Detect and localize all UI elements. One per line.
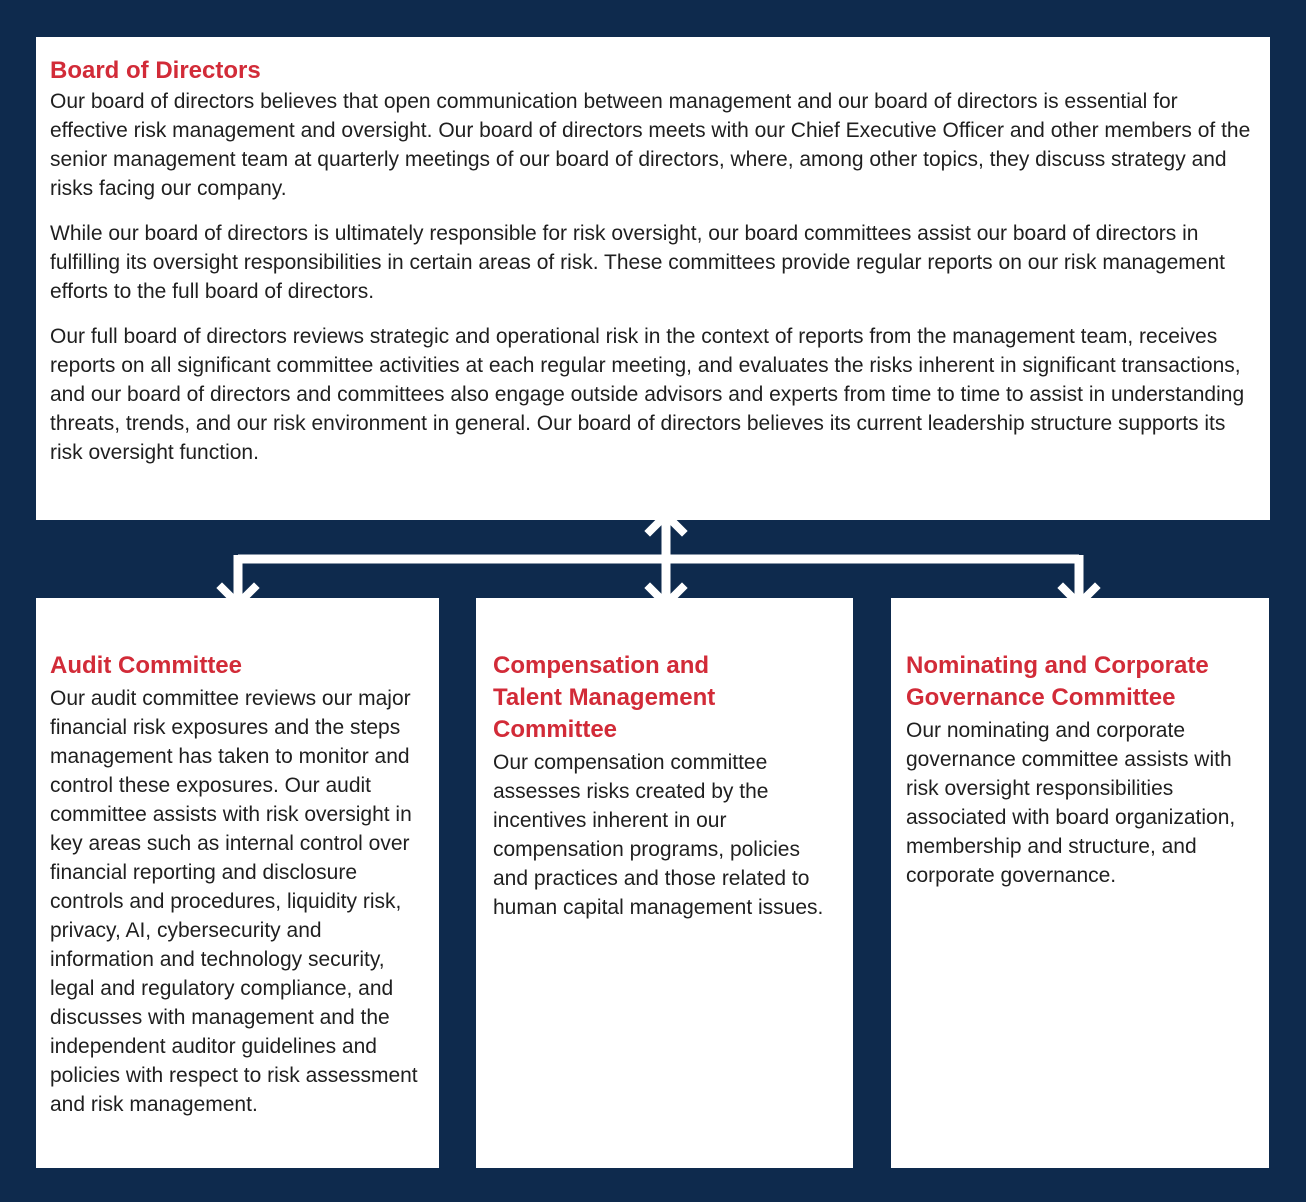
compensation-committee-title: Compensation and Talent Management Committee bbox=[493, 652, 716, 743]
board-paragraph-2: While our board of directors is ultimately responsible for risk oversight, our board committees assist our board of directors in fulfilling its oversight responsibilities in certain areas of risk. These committees provide regular reports on our risk management efforts to the full board of directors. bbox=[50, 222, 1225, 303]
nominating-committee-title: Nominating and Corporate Governance Committee bbox=[906, 652, 1209, 711]
audit-committee-text: Our audit committee reviews our major financial risk exposures and the steps management has taken to monitor and control these exposures. Our audit committee assists with risk oversight in key areas such as internal control over financial reporting and disclosure controls and procedures, liquidity risk, privacy, AI, cybersecurity and information and technology security, legal and regulatory compliance, and discusses with management and the independent auditor guidelines and policies with respect to risk assessment and risk management. bbox=[50, 687, 418, 1116]
board-of-directors-panel bbox=[36, 37, 1270, 520]
audit-committee-panel bbox=[36, 598, 439, 1168]
board-paragraph-3: Our full board of directors reviews strategic and operational risk in the context of reports from the management team, receives reports on all significant committee activities at each regular meeting, and evaluates the risks inherent in significant transactions, and our board of directors and committees also engage outside advisors and experts from time to time to assist in understanding threats, trends, and our risk environment in general. Our board of directors believes its current leadership structure supports its risk oversight function. bbox=[50, 325, 1245, 464]
nominating-committee-panel bbox=[891, 598, 1269, 1168]
compensation-committee-panel bbox=[476, 598, 853, 1168]
board-title: Board of Directors bbox=[50, 57, 261, 84]
compensation-committee-text: Our compensation committee assesses risks created by the incentives inherent in our compensation programs, policies and practices and those related to human capital management issues. bbox=[493, 751, 824, 919]
board-paragraph-1: Our board of directors believes that open communication between management and our board of directors is essential for effective risk management and oversight. Our board of directors meets with our Chief Executive Officer and other members of the senior management team at quarterly meetings of our board of directors, where, among other topics, they discuss strategy and risks facing our company. bbox=[50, 90, 1251, 200]
audit-committee-title: Audit Committee bbox=[50, 652, 242, 679]
nominating-committee-text: Our nominating and corporate governance committee assists with risk oversight responsibilities associated with board organization, membership and structure, and corporate governance. bbox=[906, 719, 1236, 887]
